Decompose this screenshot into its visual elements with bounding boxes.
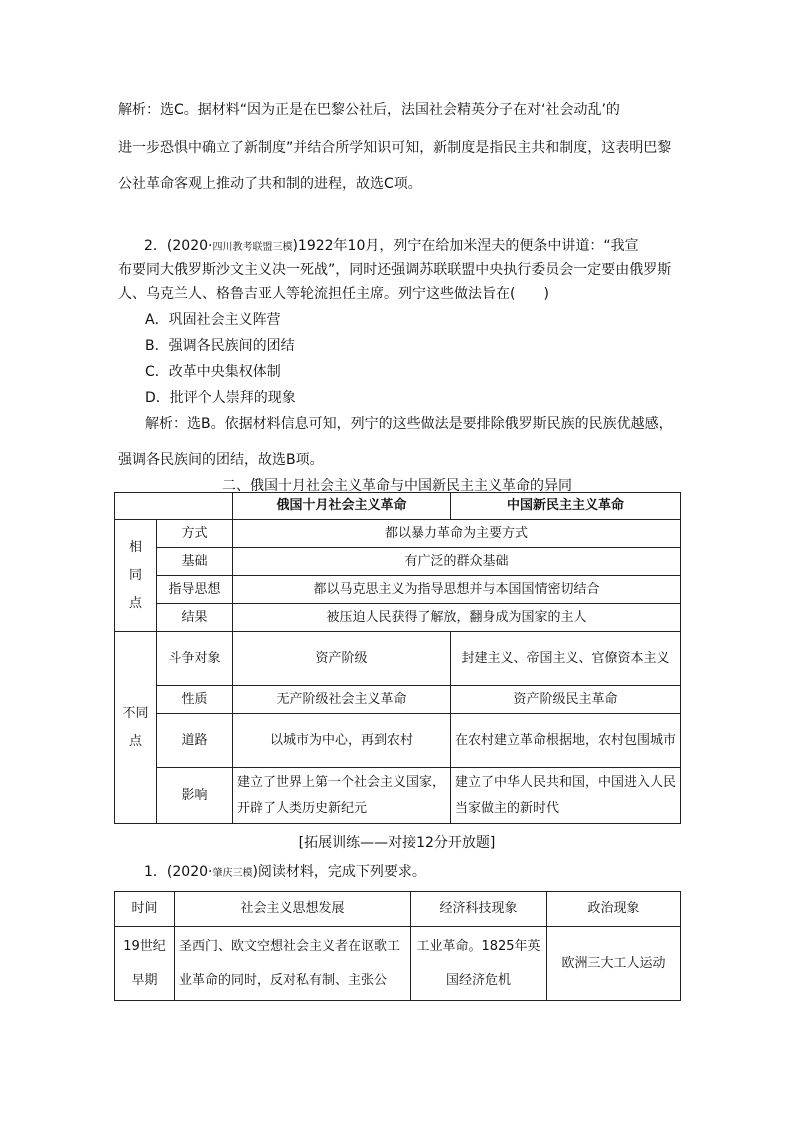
extension-table — [114, 891, 681, 1001]
header-thought: 社会主义思想发展 — [175, 892, 411, 927]
table-row — [115, 927, 681, 1001]
table-row — [115, 768, 681, 824]
table-row — [115, 520, 681, 548]
question-2-line-2: 布要同大俄罗斯沙文主义决一死战”，同时还强调苏联联盟中央执行委员会一定要由俄罗斯 — [118, 262, 672, 278]
question-number: 2．( — [144, 238, 173, 254]
economy-cell: 工业革命。1825年英国经济危机 — [411, 927, 547, 1001]
table-row — [115, 604, 681, 632]
comparison-table — [114, 492, 681, 824]
row-label: 斗争对象 — [157, 632, 233, 686]
row-label: 性质 — [157, 686, 233, 714]
russia-value: 无产阶级社会主义革命 — [233, 686, 451, 714]
row-label: 影响 — [157, 768, 233, 824]
analysis-2-line-2: 强调各民族间的团结，故选B项。 — [118, 452, 324, 468]
header-politics: 政治现象 — [547, 892, 681, 927]
option-d: D．批评个人崇拜的现象 — [145, 390, 296, 406]
question-source: 四川教考联盟三模 — [212, 242, 293, 253]
table-row — [115, 686, 681, 714]
extension-title: [拓展训练——对接12分开放题] — [298, 835, 496, 851]
question-number: 1．( — [144, 864, 173, 880]
table-row — [115, 632, 681, 686]
russia-value: 建立了世界上第一个社会主义国家，开辟了人类历史新纪元 — [233, 768, 451, 824]
russia-value: 以城市为中心，再到农村 — [233, 714, 451, 768]
time-cell: 19世纪 早期 — [115, 927, 175, 1001]
diff-points-label: 不同 点 — [115, 632, 157, 824]
politics-cell: 欧洲三大工人运动 — [547, 927, 681, 1001]
row-label: 结果 — [157, 604, 233, 632]
header-empty-cell — [115, 493, 233, 520]
analysis-1-line-2: 进一步恐惧中确立了新制度”并结合所学知识可知，新制度是指民主共和制度，这表明巴黎 — [118, 140, 672, 156]
table-row — [115, 714, 681, 768]
header-china: 中国新民主主义革命 — [451, 493, 681, 520]
question-2-line-1 — [118, 236, 678, 258]
analysis-1-line-3: 公社革命客观上推动了共和制的进程，故选C项。 — [118, 176, 422, 192]
analysis-2-line-1: 解析：选B。依据材料信息可知，列宁的这些做法是要排除俄罗斯民族的民族优越感， — [145, 416, 673, 432]
option-a: A．巩固社会主义阵营 — [145, 312, 281, 328]
row-value: 有广泛的群众基础 — [233, 548, 681, 576]
header-time: 时间 — [115, 892, 175, 927]
header-russia: 俄国十月社会主义革命 — [233, 493, 451, 520]
russia-value: 资产阶级 — [233, 632, 451, 686]
section-title: 二、俄国十月社会主义革命与中国新民主主义革命的异同 — [222, 478, 572, 494]
row-value: 都以马克思主义为指导思想并与本国国情密切结合 — [233, 576, 681, 604]
question-text: )1922年10月，列宁在给加米涅夫的便条中讲道：“我宣 — [292, 238, 639, 254]
table-row — [115, 548, 681, 576]
table-row — [115, 576, 681, 604]
row-label: 基础 — [157, 548, 233, 576]
china-value: 封建主义、帝国主义、官僚资本主义 — [451, 632, 681, 686]
question-2-line-3: 人、乌克兰人、格鲁吉亚人等轮流担任主席。列宁这些做法旨在( ) — [118, 286, 549, 302]
header-economy: 经济科技现象 — [411, 892, 547, 927]
question-year: 2020· — [172, 238, 213, 254]
row-label: 道路 — [157, 714, 233, 768]
thought-cell: 圣西门、欧文空想社会主义者在讴歌工业革命的同时，反对私有制、主张公 — [175, 927, 411, 1001]
table-header-row — [115, 493, 681, 520]
china-value: 建立了中华人民共和国，中国进入人民当家做主的新时代 — [451, 768, 681, 824]
extension-question-1 — [118, 862, 678, 884]
row-label: 方式 — [157, 520, 233, 548]
question-text: )阅读材料，完成下列要求。 — [252, 864, 426, 880]
china-value: 在农村建立革命根据地，农村包围城市 — [451, 714, 681, 768]
question-source: 肇庆三模 — [212, 868, 253, 879]
question-year: 2020· — [172, 864, 213, 880]
same-points-label: 相 同 点 — [115, 520, 157, 632]
table-header-row — [115, 892, 681, 927]
row-value: 都以暴力革命为主要方式 — [233, 520, 681, 548]
row-label: 指导思想 — [157, 576, 233, 604]
option-b: B．强调各民族间的团结 — [145, 338, 295, 354]
china-value: 资产阶级民主革命 — [451, 686, 681, 714]
row-value: 被压迫人民获得了解放，翻身成为国家的主人 — [233, 604, 681, 632]
analysis-1-line-1: 解析：选C。据材料“因为正是在巴黎公社后，法国社会精英分子在对‘社会动乱’的 — [118, 102, 620, 118]
option-c: C．改革中央集权体制 — [145, 364, 281, 380]
